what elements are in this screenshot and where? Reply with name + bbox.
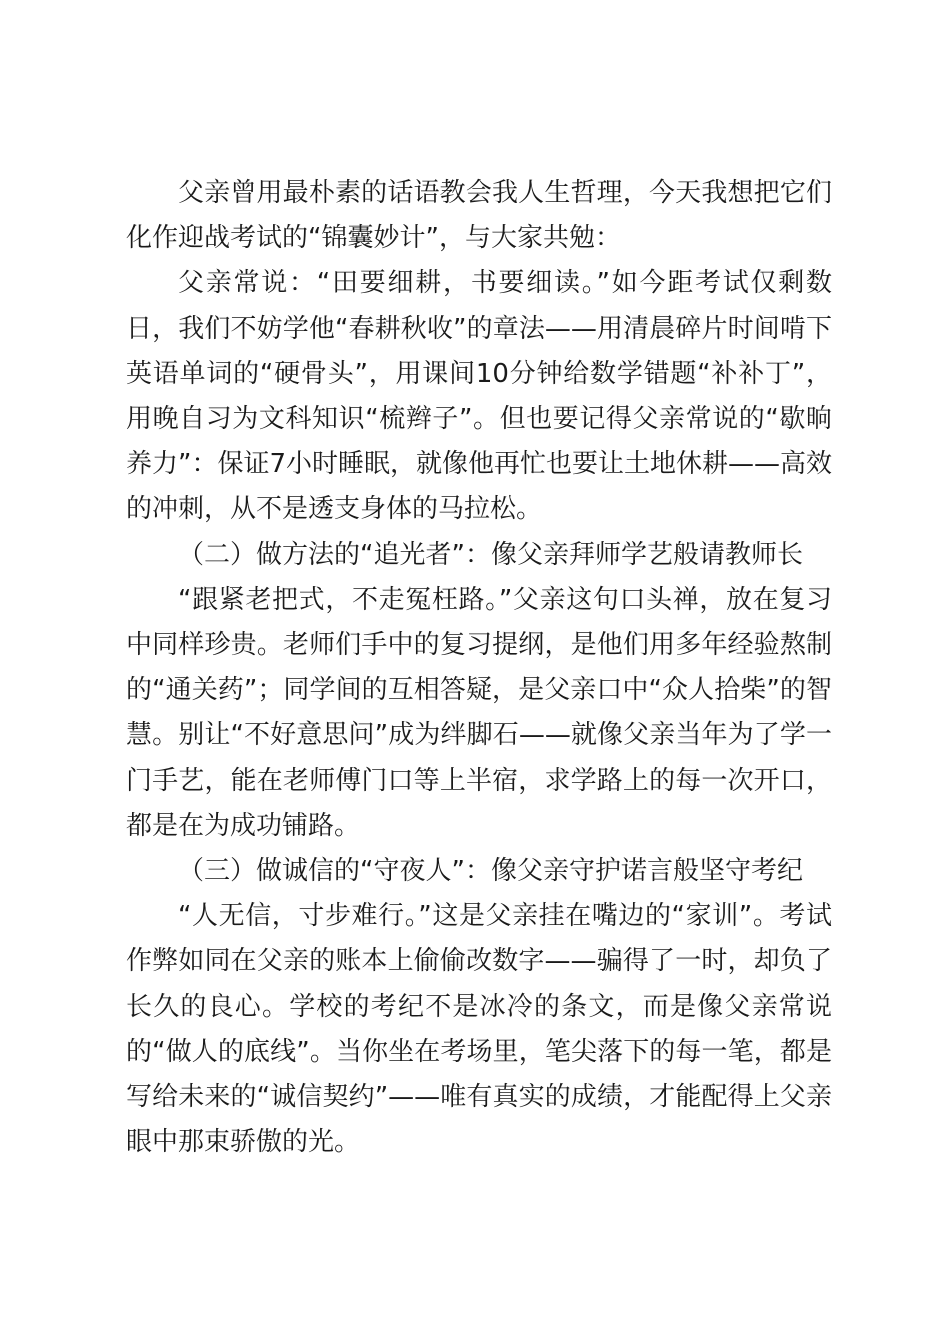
- paragraph-study-method: 父亲常说：“田要细耕，书要细读。”如今距考试仅剩数日，我们不妨学他“春耕秋收”的章法——用清晨碎片时间啃下英语单词的“硬骨头”，用课间10分钟给数学错题“补补丁”，用晚自习为文科知识“梳辫子”。但也要记得父亲常说的“歇晌养力”：保证7小时睡眠，就像他再忙也要让土地休耕——高效的冲刺，从不是透支身体的马拉松。: [126, 268, 833, 525]
- paragraph-integrity: “人无信，寸步难行。”这是父亲挂在嘴边的“家训”。考试作弊如同在父亲的账本上偷偷改数字——骗得了一时，却负了长久的良心。学校的考纪不是冰冷的条文，而是像父亲常说的“做人的底线”。当你坐在考场里，笔尖落下的每一笔，都是写给未来的“诚信契约”——唯有真实的成绩，才能配得上父亲眼中那束骄傲的光。: [126, 901, 832, 1158]
- section-heading-two: （二）做方法的“追光者”：像父亲拜师学艺般请教师长: [178, 539, 803, 570]
- document-page: [126, 171, 832, 1165]
- section-heading-three: （三）做诚信的“守夜人”：像父亲守护诺言般坚守考纪: [178, 856, 803, 887]
- paragraph-ask-teachers: “跟紧老把式，不走冤枉路。”父亲这句口头禅，放在复习中同样珍贵。老师们手中的复习提纲，是他们用多年经验熬制的“通关药”；同学间的互相答疑，是父亲口中“众人拾柴”的智慧。别让“不好意思问”成为绊脚石——就像父亲当年为了学一门手艺，能在老师傅门口等上半宿，求学路上的每一次开口，都是在为成功铺路。: [126, 584, 832, 841]
- paragraph-intro: 父亲曾用最朴素的话语教会我人生哲理，今天我想把它们化作迎战考试的“锦囊妙计”，与大家共勉：: [126, 178, 832, 254]
